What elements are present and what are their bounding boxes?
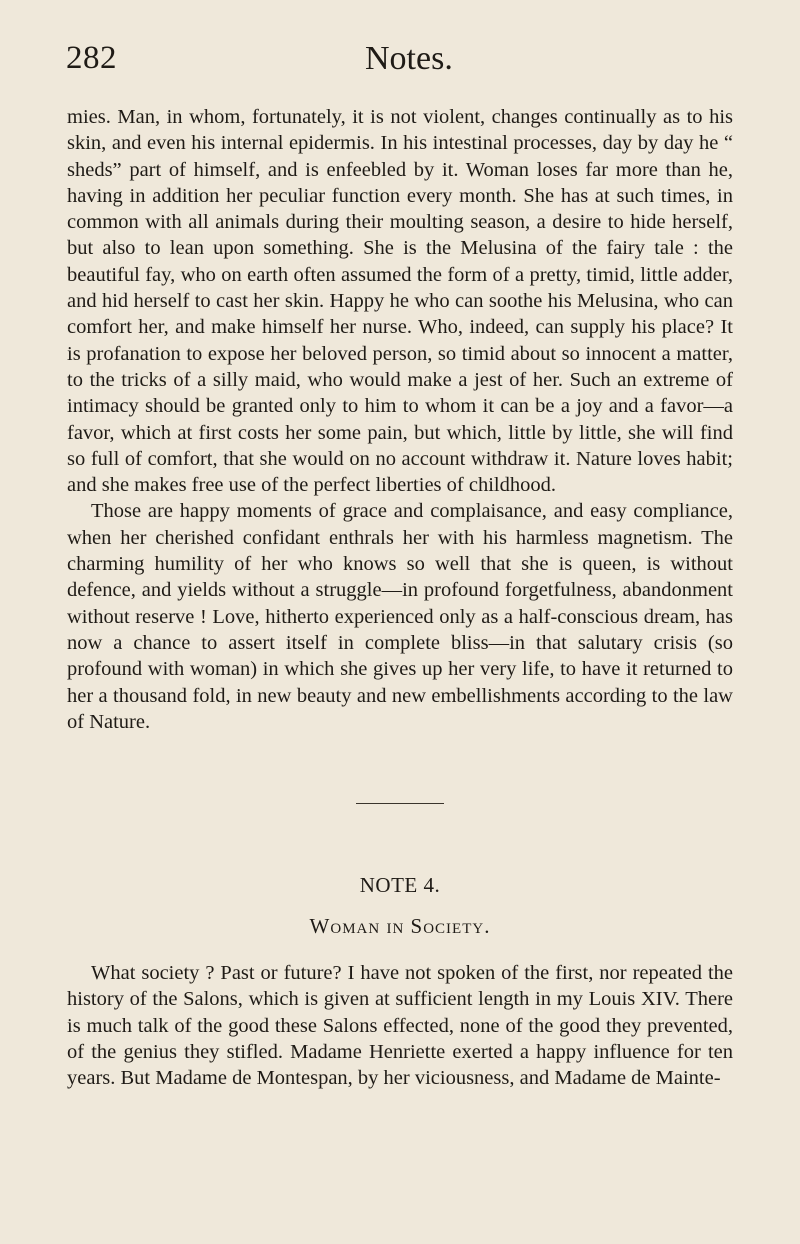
running-title: Notes. bbox=[365, 40, 453, 77]
page-number: 282 bbox=[66, 40, 117, 76]
body-text bbox=[67, 104, 733, 735]
paragraph: Those are happy moments of grace and complaisance, and easy compliance, when her cherished confidant enthrals her with his harmless magnetism. The charming humility of her who knows so well that she is queen, is without defence, and yields without a struggle—in profound forgetfulness, abandonment without reserve ! Love, hitherto experienced only as a half-conscious dream, has now a chance to assert itself in complete bliss—in that salutary crisis (so profound with woman) in which she gives up her very life, to have it returned to her a thousand fold, in new beauty and new embellishments according to the law of Nature. bbox=[67, 500, 733, 733]
section-divider bbox=[356, 803, 444, 804]
note-subheading: Woman in Society. bbox=[309, 914, 491, 938]
paragraph-continued: mies. Man, in whom, fortunately, it is not violent, changes continually as to his skin, and even his internal epidermis. In his intestinal processes, day by day he “ sheds” part of himself, and is enfeebled by it. Woman loses far more than he, having in addition her peculiar function every month. She has at such times, in common with all animals during their moulting season, a desire to hide herself, but also to lean upon something. She is the Melusina of the fairy tale : the beautiful fay, who on earth often assumed the form of a pretty, timid, little adder, and hid herself to cast her skin. Happy he who can soothe his Melusina, who can comfort her, and make himself her nurse. Who, indeed, can supply his place? It is profanation to expose her beloved person, so timid about so innocent a matter, to the tricks of a silly maid, who would make a jest of her. Such an extreme of intimacy should be granted only to him to whom it can be a joy and a favor—a favor, which at first costs her some pain, but which, little by little, she will find so full of comfort, that she would on no account withdraw it. Nature loves habit; and she makes free use of the perfect liberties of childhood. bbox=[67, 106, 733, 497]
note-body bbox=[67, 960, 733, 1091]
note-heading: NOTE 4. bbox=[359, 873, 441, 897]
note-paragraph: What society ? Past or future? I have not spoken of the first, nor repeated the history of the Salons, which is given at sufficient length in my Louis XIV. There is much talk of the good these Salons effected, none of the good they prevented, of the genius they stifled. Madame Henriette exerted a happy influence for ten years. But Madame de Montespan, by her viciousness, and Madame de Mainte- bbox=[67, 962, 733, 1090]
